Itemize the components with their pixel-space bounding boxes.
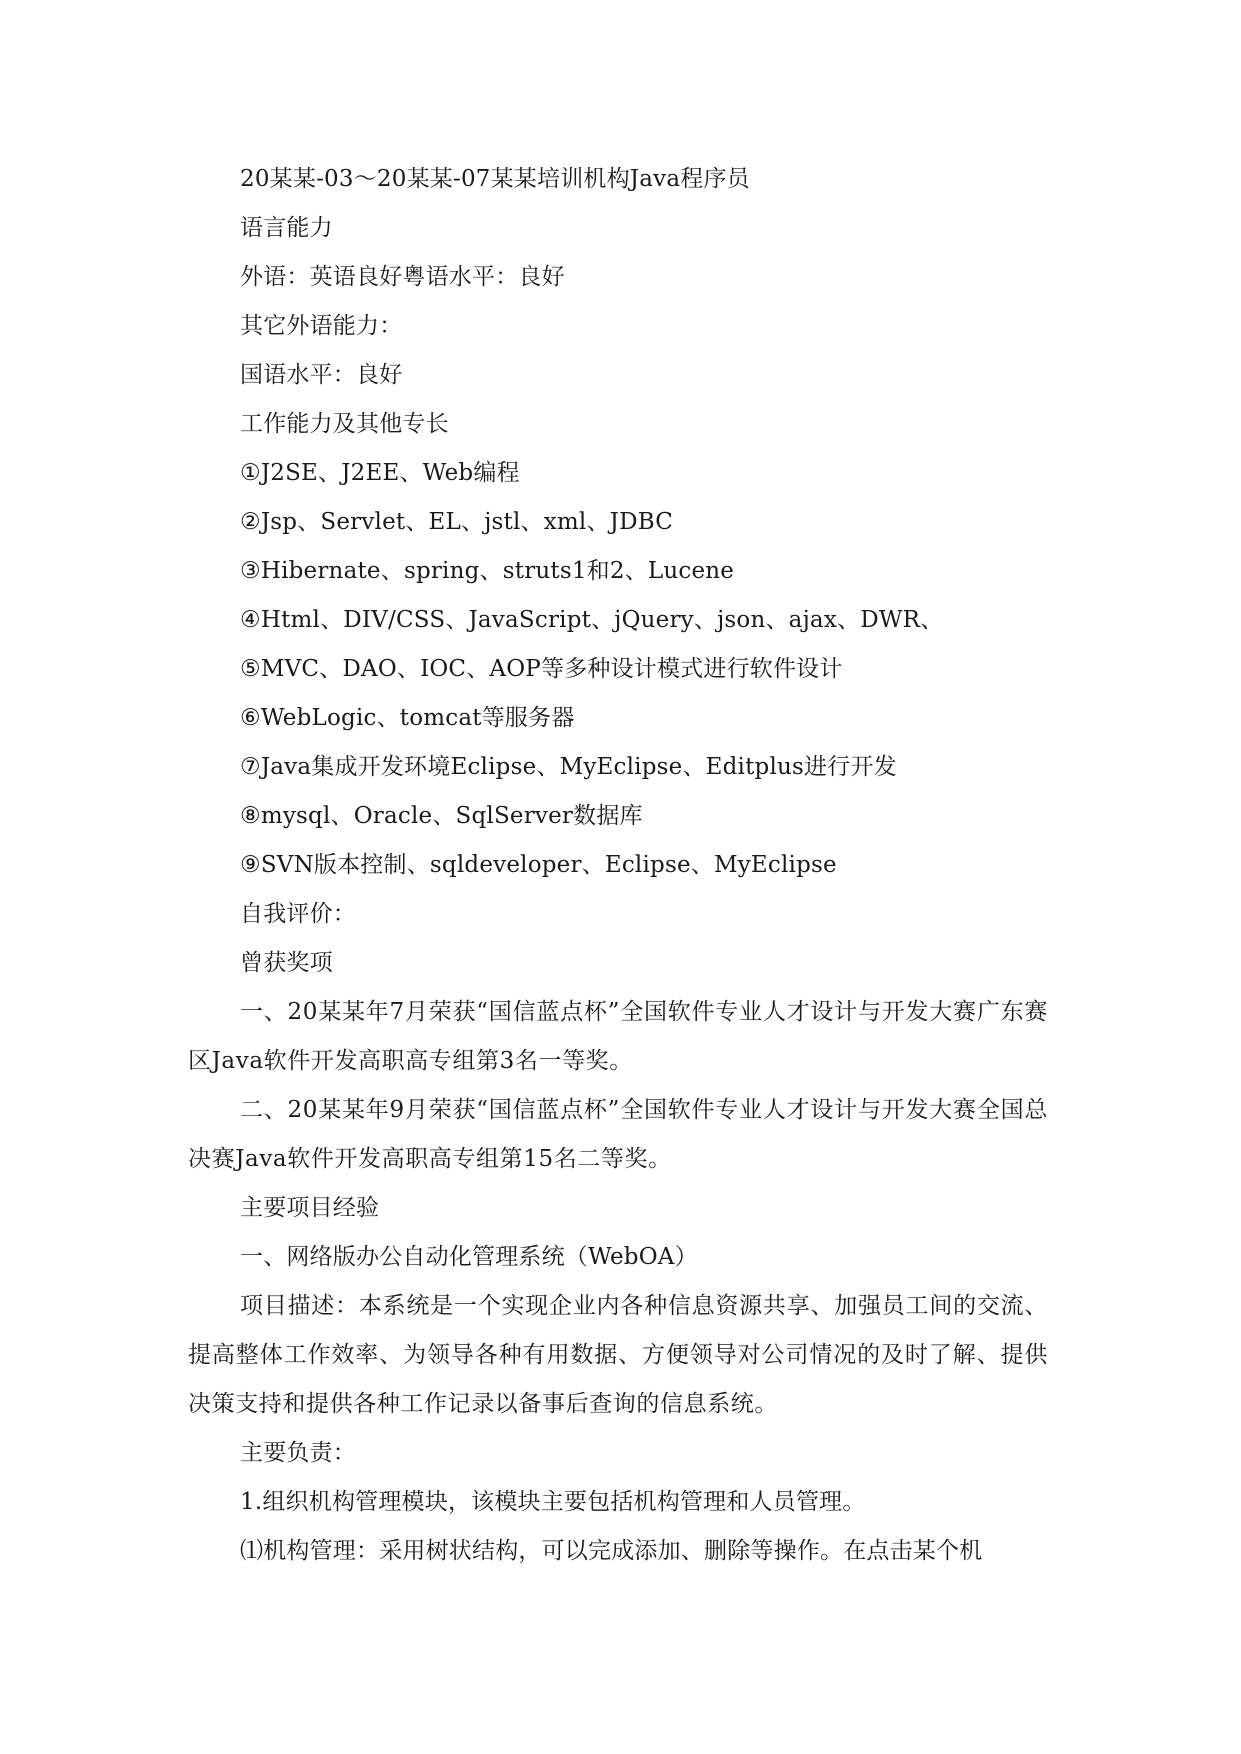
mandarin-level-line: 国语水平：良好	[240, 362, 403, 388]
responsibility-subitem: ⑴机构管理：采用树状结构，可以完成添加、删除等操作。在点击某个机	[240, 1538, 983, 1564]
work-experience-entry: 20某某-03～20某某-07某某培训机构Java程序员	[240, 166, 750, 192]
skill-item: ④Html、DIV/CSS、JavaScript、jQuery、json、ajax、DWR、	[240, 607, 944, 633]
skill-item: ⑨SVN版本控制、sqldeveloper、Eclipse、MyEclipse	[240, 852, 837, 878]
skill-item: ⑤MVC、DAO、IOC、AOP等多种设计模式进行软件设计	[240, 656, 843, 682]
project-title: 一、网络版办公自动化管理系统（WebOA）	[240, 1244, 698, 1270]
foreign-language-line: 外语：英语良好粤语水平：良好	[240, 264, 565, 290]
responsibility-item: 1.组织机构管理模块，该模块主要包括机构管理和人员管理。	[240, 1489, 866, 1515]
document-body	[188, 155, 1048, 1576]
section-heading-skills: 工作能力及其他专长	[240, 411, 449, 437]
section-heading-self-evaluation: 自我评价：	[240, 901, 356, 927]
award-paragraph: 二、20某某年9月荣获“国信蓝点杯”全国软件专业人才设计与开发大赛全国总决赛Java软件开发高职高专组第15名二等奖。	[188, 1097, 1048, 1172]
skill-item: ⑧mysql、Oracle、SqlServer数据库	[240, 803, 643, 829]
responsibility-heading: 主要负责：	[240, 1440, 356, 1466]
award-paragraph: 一、20某某年7月荣获“国信蓝点杯”全国软件专业人才设计与开发大赛广东赛区Java软件开发高职高专组第3名一等奖。	[188, 999, 1048, 1074]
section-heading-awards: 曾获奖项	[240, 950, 333, 976]
skill-item: ⑦Java集成开发环境Eclipse、MyEclipse、Editplus进行开发	[240, 754, 897, 780]
other-language-line: 其它外语能力：	[240, 313, 403, 339]
skill-item: ⑥WebLogic、tomcat等服务器	[240, 705, 575, 731]
section-heading-projects: 主要项目经验	[240, 1195, 380, 1221]
skill-item: ①J2SE、J2EE、Web编程	[240, 460, 520, 486]
skill-item: ②Jsp、Servlet、EL、jstl、xml、JDBC	[240, 509, 674, 535]
skill-item: ③Hibernate、spring、struts1和2、Lucene	[240, 558, 735, 584]
project-description: 项目描述：本系统是一个实现企业内各种信息资源共享、加强员工间的交流、提高整体工作效率、为领导各种有用数据、方便领导对公司情况的及时了解、提供决策支持和提供各种工作记录以备事后查询的信息系统。	[188, 1293, 1048, 1417]
section-heading-language: 语言能力	[240, 215, 333, 241]
